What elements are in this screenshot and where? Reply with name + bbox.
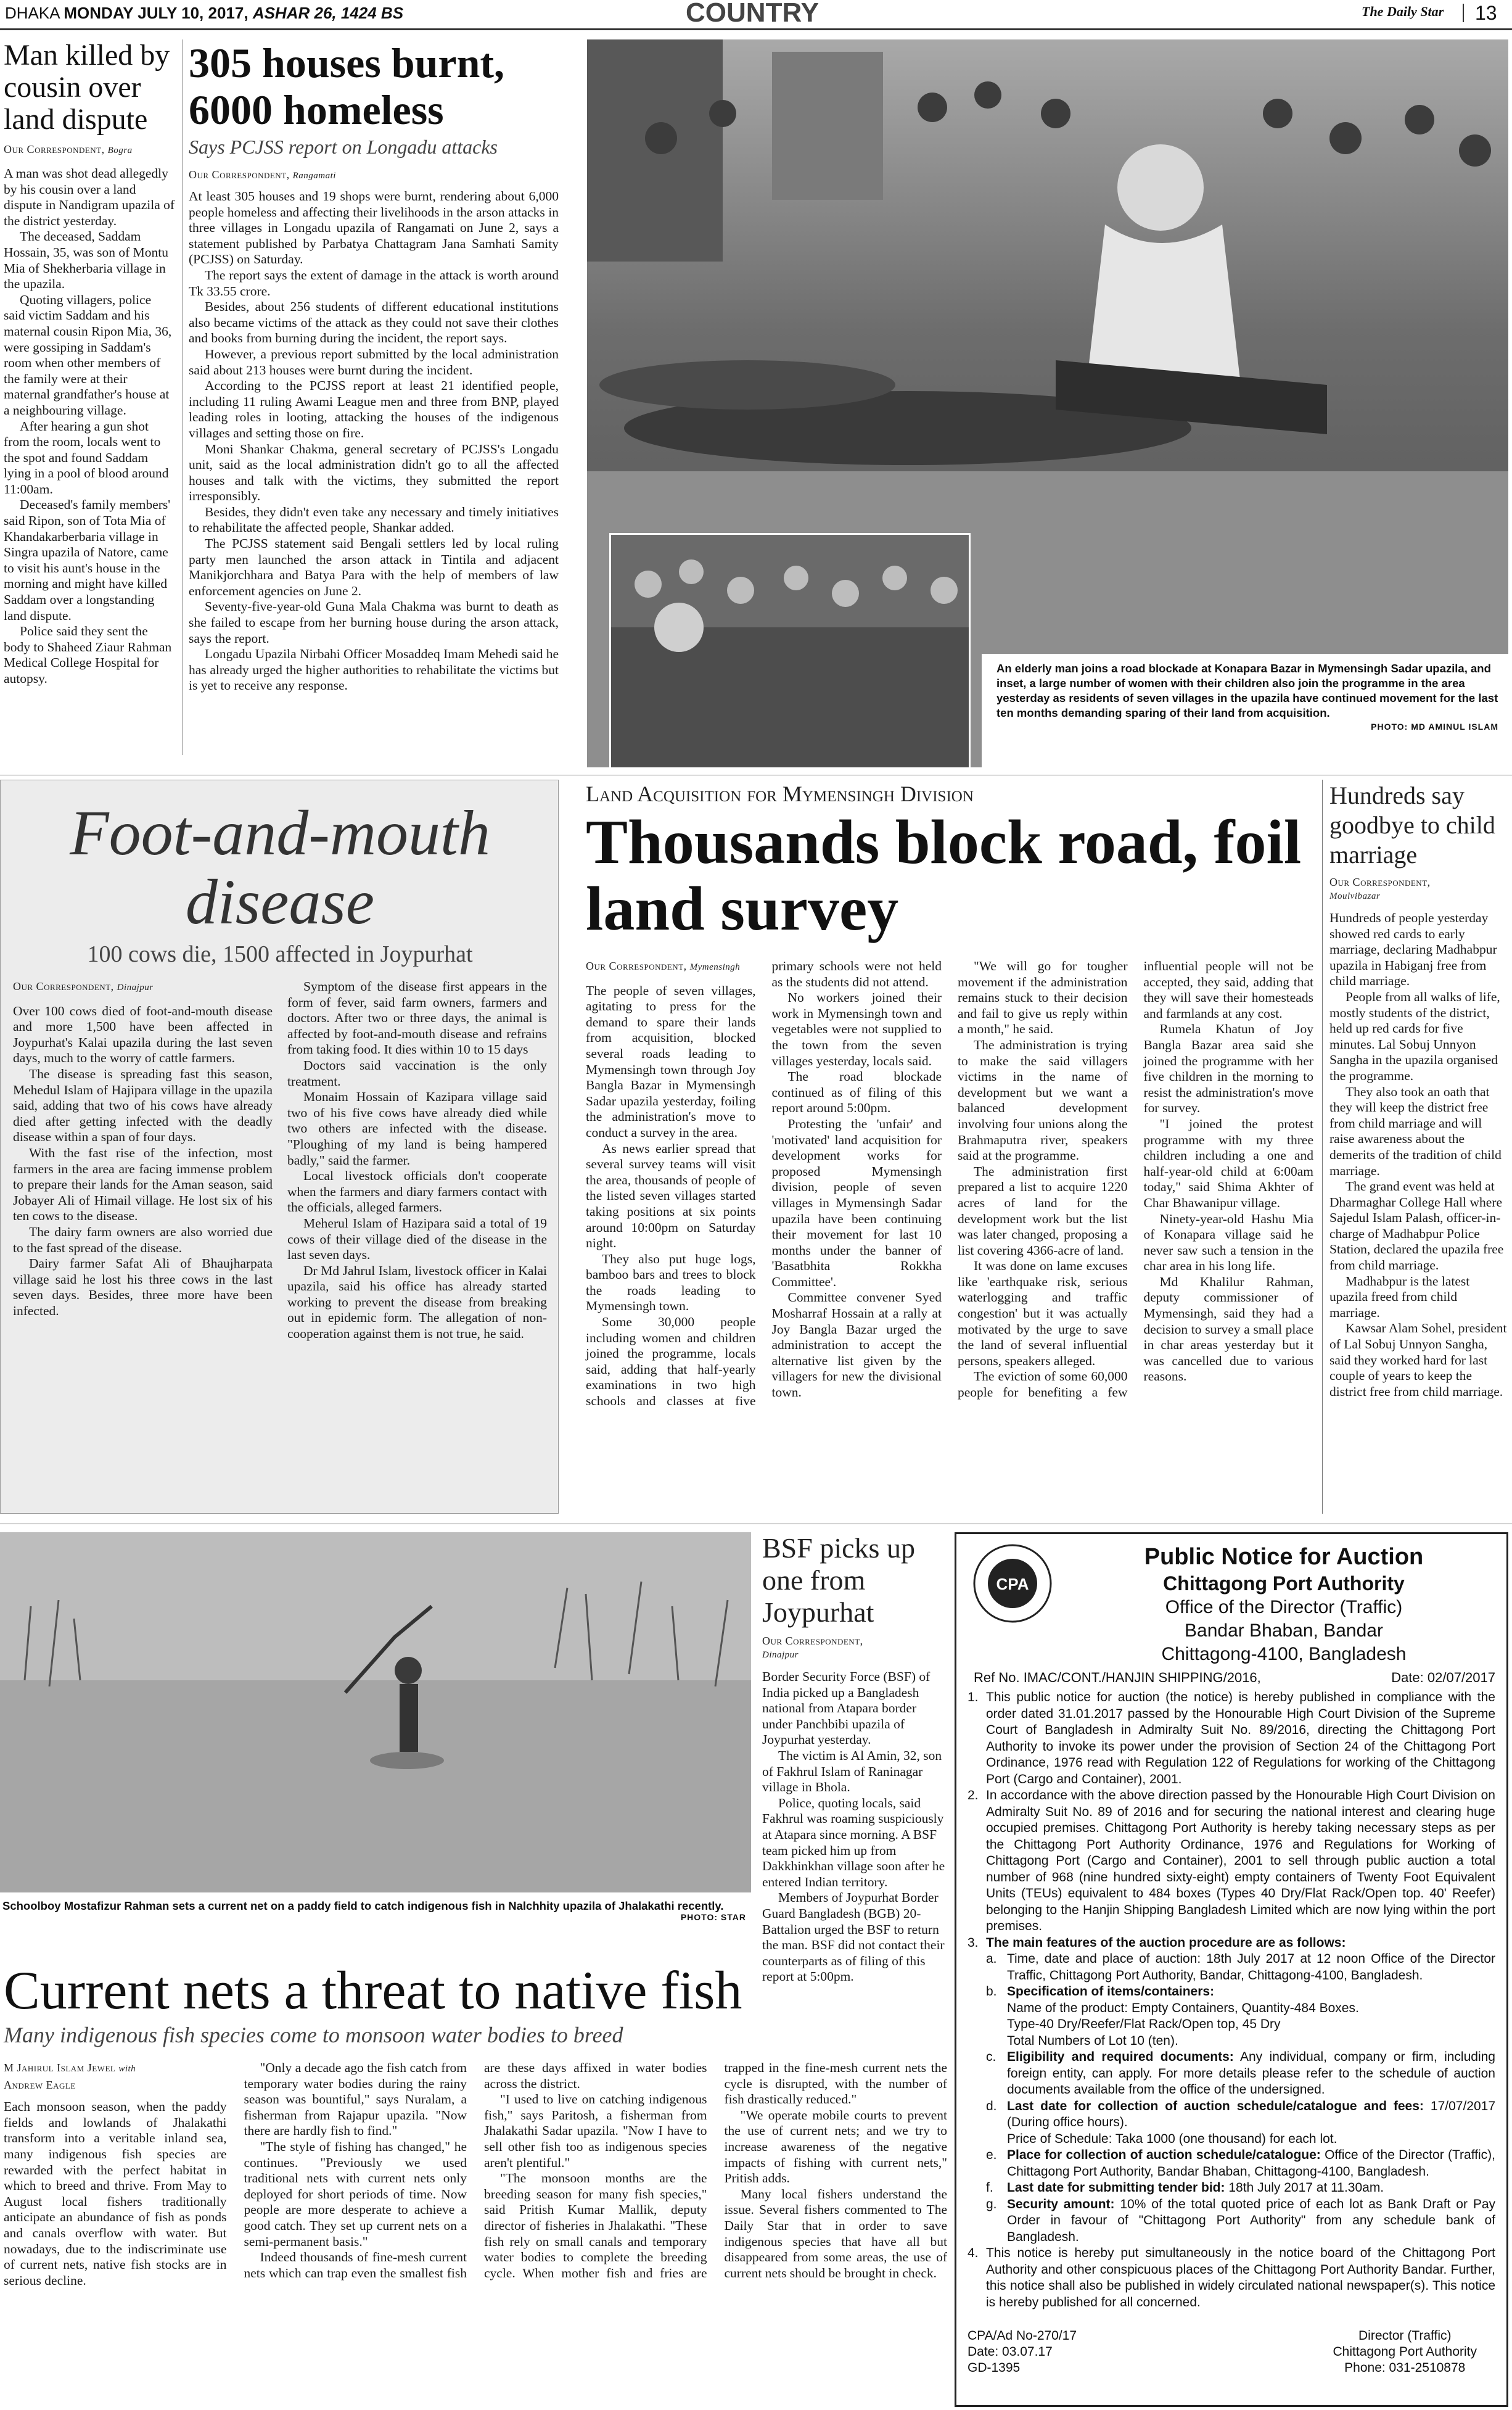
paragraph: People from all walks of life, mostly students of the district, held up red cards for five minutes. Lal Sobuj Unnyon Sangha in the upazila organised the programme. bbox=[1329, 989, 1500, 1083]
paragraph: Many local fishers understand the issue. Several fishers commented to The Daily Star that in order to save indigenous species that have all but disappeared from some areas, the use of current nets should be brought in check. bbox=[724, 2186, 947, 2280]
paragraph: Dairy farmer Safat Ali of Bhaujharpata village said he lost his three cows in the last seven days. Besides, three more have been infected. bbox=[13, 1256, 273, 1318]
paragraph: Border Security Force (BSF) of India picked up a Bangladesh national from Atapara border under Panchbibi upazila of Joypurhat yesterday. bbox=[762, 1669, 931, 1748]
paragraph: The deceased, Saddam Hossain, 35, was son of Montu Mia of Shekherbaria village in the upazila. bbox=[4, 229, 168, 292]
blockade-kicker: Land Acquisition for Mymensingh Division bbox=[586, 782, 974, 806]
paragraph: The road blockade continued as of filing of this report around 5:00pm. bbox=[771, 1069, 942, 1116]
bsf-body bbox=[762, 1669, 947, 1985]
notice-item-3f: f. Last date for submitting tender bid: 18th July 2017 at 11.30am. bbox=[986, 2181, 1384, 2195]
notice-org: Chittagong Port Authority bbox=[1163, 1572, 1405, 1595]
dateline-day: MONDAY JULY 10, 2017, bbox=[64, 4, 249, 22]
paragraph: The administration is trying to make the said villagers victims in the name of development but we want a balanced development involving four unions along the Brahmaputra river, speakers said at the programme. bbox=[958, 1037, 1128, 1163]
fish-headline: Current nets a threat to native fish bbox=[4, 1961, 742, 2021]
paragraph: At least 305 houses and 19 shops were burnt, rendering about 6,000 people homeless and affecting their livelihoods in the arson attacks in three villages in Longadu upazila of Rangamati on June 2, says a statement published by Parbatya Chattagram Jana Samhati Samity (PCJSS) on Saturday. bbox=[189, 189, 559, 267]
paragraph: Some 30,000 people including women and children joined the programme, locals said, adding that half-yearly examinations in two high schools and classes at five primary schools were not held as the students did not attend. bbox=[586, 959, 942, 1409]
cows-byline: Our Correspondent, Dinajpur bbox=[13, 980, 154, 992]
bsf-headline: BSF picks up one from Joypurhat bbox=[762, 1532, 915, 1628]
fish-subhead: Many indigenous fish species come to monsoon water bodies to breed bbox=[4, 2023, 623, 2047]
cows-body bbox=[13, 979, 547, 1342]
paragraph: Protesting the 'unfair' and 'motivated' land acquisition for development works for proposed Mymensingh division, people of seven villages in Mymensingh Sadar upazila have been continuing their movement for last 10 months under the banner of 'Basatbhita Rokkha Committee'. bbox=[771, 1116, 942, 1289]
auction-notice bbox=[955, 1532, 1508, 2407]
masthead-rule bbox=[0, 28, 1512, 30]
paragraph: However, a previous report submitted by the local administration said about 213 houses were burnt during the incident. bbox=[189, 346, 559, 378]
murder-headline: Man killed by cousin over land dispute bbox=[4, 39, 170, 136]
paragraph: According to the PCJSS report at least 21 identified people, including 11 ruling Awami League men and three from BNP, played leading roles in looting, attacking the houses of the indigenous villages and setting those on fire. bbox=[189, 378, 559, 440]
paragraph: Longadu Upazila Nirbahi Officer Mosaddeq Imam Mehedi said he has already urged the higher authorities to rehabilitate the victims but is yet to receive any response. bbox=[189, 646, 559, 693]
murder-byline: Our Correspondent, Bogra bbox=[4, 143, 133, 155]
port-authority-logo-icon bbox=[966, 1543, 1059, 1624]
child-marriage-byline: Our Correspondent, Moulvibazar bbox=[1329, 876, 1431, 901]
notice-item-3d: d. Last date for collection of auction schedule/catalogue and fees: 17/07/2017 (During office hours). Price of Schedule: Taka 1000 (one thousand) for each lot. bbox=[986, 2098, 1495, 2146]
page-number-divider bbox=[1463, 4, 1464, 22]
paragraph: The PCJSS statement said Bengali settlers led by local ruling party men launched the arson attack in Tintila and adjacent Manikjorchhara and Batya Para with the help of members of law enforcement agencies on June 2. bbox=[189, 536, 559, 598]
blockade-caption-box bbox=[982, 654, 1508, 767]
notice-item-3a: a. Time, date and place of auction: 18th July 2017 at 12 noon Office of the Director Traffic, Chittagong Port Authority, Bandar, Chittagong-4100, Bangladesh. bbox=[986, 1952, 1495, 1983]
svg-text:CPA: CPA bbox=[996, 1575, 1029, 1593]
dateline-bangla: ASHAR 26, 1424 BS bbox=[252, 4, 404, 22]
column-rule bbox=[1322, 780, 1323, 1514]
paragraph: The administration first prepared a list to acquire 1220 acres of land for the development work but the list was later changed, proposing a list covering 4366-acre of land. bbox=[958, 1163, 1128, 1258]
blockade-byline: Our Correspondent, Mymensingh bbox=[586, 960, 741, 972]
paragraph: The people of seven villages, agitating to press for the demand to spare their lands from acquisition, blocked several roads leading to Mymensingh town through Joy Bangla Bazar in Mymensingh Sadar upazila yesterday, foiling the administration's move to conduct a survey in the area. bbox=[586, 983, 756, 1140]
notice-footer-right: Director (Traffic) Chittagong Port Authority Phone: 031-2510878 bbox=[1333, 2329, 1477, 2375]
paragraph: A man was shot dead allegedly by his cousin over a land dispute in Nandigram upazila of the district yesterday. bbox=[4, 166, 175, 228]
paragraph: Deceased's family members' said Ripon, son of Tota Mia of Khandakarberbaria village in Singra upazila of Natore, came to visit his aunt's house in the morning and might have killed Saddam over a longstanding land dispute. bbox=[4, 497, 171, 623]
paragraph: "Only a decade ago the fish catch from temporary water bodies during the rainy season was bountiful," says Nuralam, a fisherman from Rajapur upazila. "Now there are hardly fish to find." bbox=[244, 2060, 467, 2139]
paragraph: Quoting villagers, police said victim Saddam and his maternal cousin Ripon Mia, 36, were gossiping in Saddam's room when other members of the family were at their maternal grandfather's house at a neighbouring village. bbox=[4, 292, 172, 418]
notice-item-3b: b. Specification of items/containers: Name of the product: Empty Containers, Quantity-484 Boxes. Type-40 Dry/Reefer/Flat Rack/Open top, 45 Dry Total Numbers of Lot 10 (ten). bbox=[986, 1984, 1359, 2048]
notice-item-3c: c. Eligibility and required documents: Any individual, company or firm, including foreign entity, can apply. For more details please refer to the schedule of auction documents available from the office of the undersigned. bbox=[986, 2050, 1495, 2097]
fish-photo bbox=[0, 1532, 751, 1952]
paragraph: With the fast rise of the infection, most farmers in the area are facing immense problem to prepare their lands for the Aman season, said Jobayer Ali of Himail village. He lost six of his ten cows to the disease. bbox=[13, 1145, 273, 1224]
inset-photo bbox=[609, 533, 971, 767]
paragraph: Police said they sent the body to Shaheed Ziaur Rahman Medical College Hospital for autopsy. bbox=[4, 624, 172, 686]
paragraph: Over 100 cows died of foot-and-mouth disease and more 1,500 have been affected in Joypurhat's Kalai upazila during the last seven days, much to the worry of cattle farmers. bbox=[13, 1003, 273, 1066]
paragraph: The victim is Al Amin, 32, son of Fakhrul Islam of Raninagar village in Bhola. bbox=[762, 1748, 942, 1795]
paragraph: Hundreds of people yesterday showed red cards to early marriage, declaring Madhabpur upazila in Habiganj free from child marriage. bbox=[1329, 910, 1497, 989]
blockade-headline: Thousands block road, foil land survey bbox=[586, 807, 1302, 944]
section-title: COUNTRY bbox=[686, 0, 819, 28]
paragraph: They also took an oath that they will keep the district free from child marriage and will raise awareness about the demerits of the tradition of child marriage. bbox=[1329, 1084, 1502, 1178]
paragraph: It was done on lame excuses like 'earthquake risk, serious waterlogging and traffic congestion' but it was actually motivated by the urge to save the land of several influential persons, speakers alleged. bbox=[958, 1258, 1128, 1368]
paragraph: The dairy farm owners are also worried due to the fast spread of the disease. bbox=[13, 1224, 273, 1255]
paragraph: "I used to live on catching indigenous fish," says Paritosh, a fisherman from Jhalakathi Sadar upazila. "Now I have to sell other fish too as indigenous species aren't plentiful." bbox=[484, 2092, 707, 2170]
houses-byline: Our Correspondent, Rangamati bbox=[189, 168, 336, 181]
paper-name: The Daily Star bbox=[1362, 4, 1444, 19]
paragraph: The grand event was held at Dharmaghar College Hall where Sajedul Islam Palash, officer-in-charge of Madhabpur Police Station, declared the upazila free from child marriage. bbox=[1329, 1179, 1504, 1273]
paragraph: "The monsoon months are the breeding season for many fish species," said Pritish Kumar Mallik, deputy director of fisheries in Jhalakathi. "These fish rely on small canals and temporary water bodies to complete the breeding cycle. When mother fish and fries are trapped in the fine-mesh current nets the cycle is disrupted, with the number of fish drastically reduced." bbox=[484, 2060, 947, 2280]
notice-item-4: 4. This notice is hereby put simultaneously in the notice board of the Chittagong Port Authority and other conspicuous places of the Chittagong Port Authority Bandar. Further, this notice shall also be published in widely circulated national newspaper(s). This notice is hereby published for all concerned. bbox=[968, 2246, 1495, 2309]
notice-body bbox=[968, 1690, 1495, 2311]
cows-subhead: 100 cows die, 1500 affected in Joypurhat bbox=[87, 941, 473, 967]
paragraph: After hearing a gun shot from the room, locals went to the spot and found Saddam lying in a pool of blood around 11:00am. bbox=[4, 418, 169, 497]
cows-headline-line2: disease bbox=[185, 867, 375, 938]
paragraph: Police, quoting locals, said Fakhrul was roaming suspiciously at Atapara since morning. A BSF team picked him up from Dakkhinkhan village soon after he entered Indian territory. bbox=[762, 1795, 945, 1889]
notice-date: Date: 02/07/2017 bbox=[1391, 1670, 1495, 1685]
paragraph: Monaim Hossain of Kazipara village said two of his five cows have already died while two others are infected with the disease. "Ploughing of my land is being hampered badly," said the farmer. bbox=[287, 1089, 547, 1168]
fish-body bbox=[4, 2060, 947, 2288]
paragraph: Md Khalilur Rahman, deputy commissioner of Mymensingh, said they had a decision to survey a small place in char areas yesterday but it was cancelled due to various reasons. bbox=[1143, 1274, 1313, 1384]
paragraph: Moni Shankar Chakma, general secretary of PCJSS's Longadu unit, said as the local administration didn't go to all the affected houses and talk with the victims, they submitted the report irresponsibly. bbox=[189, 441, 559, 504]
houses-body bbox=[189, 189, 559, 694]
paragraph: Madhabpur is the latest upazila freed from child marriage. bbox=[1329, 1273, 1470, 1320]
paragraph: Doctors said vaccination is the only treatment. bbox=[287, 1057, 547, 1089]
story-blockade bbox=[586, 781, 1313, 1409]
notice-ref: Ref No. IMAC/CONT./HANJIN SHIPPING/2016, bbox=[974, 1670, 1261, 1685]
paragraph: They also put huge logs, bamboo bars and trees to block the roads leading to Mymensingh town. bbox=[586, 1251, 756, 1314]
fish-caption: Schoolboy Mostafizur Rahman sets a current net on a paddy field to catch indigenous fish in Nalchhity upazila of Jhalakathi recently. bbox=[2, 1899, 724, 1912]
blockade-credit: PHOTO: MD AMINUL ISLAM bbox=[1371, 722, 1498, 732]
paragraph: As news earlier spread that several survey teams will visit the area, thousands of people of the listed seven villages started taking positions at six points around 10:00pm on Saturday night. bbox=[586, 1141, 756, 1251]
story-houses bbox=[189, 39, 559, 694]
paragraph: "The style of fishing has changed," he continues. "Previously we used traditional nets with current nets only deployed for short periods of time. Now people are more desperate to achieve a good catch. They set up current nets on a semi-permanent basis." bbox=[244, 2139, 467, 2249]
paragraph: Symptom of the disease first appears in the form of fever, said farm owners, farmers and doctors. After two or three days, the animal is affected by foot-and-mouth disease and refrains from taking food. It dies within 10 to 15 days bbox=[287, 979, 547, 1057]
notice-item-2: 2. In accordance with the above direction passed by the Honourable High Court Division on Admiralty Suit No. 89 of 2016 and for securing the national interest and clearing huge occupied premises. Chittagong Port Authority is hereby taking necessary steps as per the Chittagong Port Authority Ordinance, 1976 and Regulations for Working of Chittagong Port (Cargo and Container), 2001 to sell through public auction a total number of 968 (nine hundred sixty-eight) empty containers of Twenty Foot Equivalent Units (TEUs) equivalent to 484 boxes (Types 40 Dry/Flat Rack/Open top. 40' Reefer) belonging to the Hanjin Shipping Bangladesh Limited which are now lying within the port premises. bbox=[968, 1788, 1495, 1933]
story-cows bbox=[0, 780, 559, 1514]
notice-ref-line bbox=[968, 1670, 1495, 1686]
paragraph: Seventy-five-year-old Guna Mala Chakma was burnt to death as she failed to escape from her burning house during the arson attack, says the report. bbox=[189, 599, 559, 646]
notice-address2: Chittagong-4100, Bangladesh bbox=[1161, 1644, 1407, 1664]
notice-item-3: 3. The main features of the auction procedure are as follows: bbox=[968, 1935, 1346, 1950]
dateline-city: DHAKA bbox=[5, 4, 60, 22]
fish-caption-box bbox=[0, 1892, 751, 1952]
story-bsf bbox=[762, 1532, 947, 1985]
houses-subhead: Says PCJSS report on Longadu attacks bbox=[189, 136, 498, 158]
story-fish bbox=[4, 1962, 947, 2288]
child-marriage-headline: Hundreds say goodbye to child marriage bbox=[1329, 782, 1495, 869]
paragraph: Each monsoon season, when the paddy fields and lowlands of Jhalakathi transform into a veritable inland sea, many indigenous fish species are rewarded with the perfect habitat in which to breed and thrive. From May to August local fishers traditionally anticipate an abundance of fish as ponds and canals overflow with water. But nowadays, due to the indiscriminate use of current nets, native fish stocks are in serious decline. bbox=[4, 2099, 227, 2288]
paragraph: Dr Md Jahrul Islam, livestock officer in Kalai upazila, said his office has already started working to prevent the disease from breaking out in epidemic form. The allegation of non-cooperation against them is not true, he said. bbox=[287, 1263, 547, 1342]
paragraph: Rumela Khatun of Joy Bangla Bazar area said she joined the programme with her five children in the morning to resist the administration's move for survey. bbox=[1143, 1021, 1313, 1116]
paragraph: Ninety-year-old Hashu Mia of Konapara village said he never saw such a tension in the char area in his long life. bbox=[1143, 1211, 1313, 1274]
notice-address1: Bandar Bhaban, Bandar bbox=[1185, 1620, 1383, 1641]
blockade-body bbox=[586, 959, 1313, 1409]
bsf-byline: Our Correspondent, Dinajpur bbox=[762, 1635, 863, 1660]
story-murder bbox=[4, 39, 175, 749]
page-number: 13 bbox=[1475, 2, 1497, 24]
notice-header bbox=[1072, 1543, 1495, 1666]
paragraph: Kawsar Alam Sohel, president of Lal Sobuj Unnyon Sangha, said they worked hard for last couple of years to keep the district free from child marriage. bbox=[1329, 1321, 1507, 1399]
notice-footer-left: CPA/Ad No-270/17 Date: 03.07.17 GD-1395 bbox=[968, 2329, 1077, 2375]
paragraph: The report says the extent of damage in the attack is worth around Tk 33.55 crore. bbox=[189, 267, 559, 299]
inset-photo-image bbox=[611, 535, 969, 767]
paragraph: No workers joined their work in Mymensingh town and vegetables were not supplied to the town from the seven villages yesterday, locals said. bbox=[771, 990, 942, 1068]
houses-headline: 305 houses burnt, 6000 homeless bbox=[189, 39, 505, 133]
cows-headline bbox=[13, 799, 547, 937]
notice-title: Public Notice for Auction bbox=[1144, 1544, 1424, 1570]
paragraph: Committee convener Syed Mosharraf Hossain at a rally at Joy Bangla Bazar urged the administration to accept the alternative list given by the villagers for new the divisional town. bbox=[771, 1290, 942, 1400]
fish-credit: PHOTO: STAR bbox=[680, 1912, 746, 1922]
story-child-marriage bbox=[1329, 781, 1508, 1400]
notice-item-3g: g. Security amount: 10% of the total quoted price of each lot as Bank Draft or Pay Order in favour of "Chittagong Port Authority" from any schedule bank of Bangladesh. bbox=[986, 2197, 1496, 2244]
paragraph: The disease is spreading fast this season, Mehedul Islam of Hajipara village in the upazila said, adding that two of his cows have already died after getting infected with the deadly disease within a span of four days. bbox=[13, 1066, 273, 1145]
cows-headline-line1: Foot-and-mouth bbox=[70, 798, 490, 869]
fish-photo-image bbox=[0, 1532, 751, 1952]
paragraph: "We will go for tougher movement if the administration remains stuck to their decision and fail to give us reply within a month," he said. bbox=[958, 959, 1128, 1037]
paragraph: "We operate mobile courts to prevent the use of current nets; and we try to increase awareness of the negative impacts of fishing with current nets," Pritish adds. bbox=[724, 2107, 947, 2186]
murder-body bbox=[4, 166, 175, 687]
blockade-caption: An elderly man joins a road blockade at Konapara Bazar in Mymensingh Sadar upazila, and inset, a large number of women with their children also join the programme in the area yesterday as residents of seven villages in the upazila have continued movement for the last ten months demanding sparing of their land from acquisition. bbox=[996, 662, 1498, 719]
paragraph: Indeed thousands of fine-mesh current nets which can trap even the smallest fish are these days affixed in water bodies across the district. bbox=[244, 2060, 707, 2280]
notice-item-1: 1. This public notice for auction (the notice) is hereby published in compliance with the order dated 31.01.2017 passed by the Honourable High Court Division of the Supreme Court of Bangladesh in Admiralty Suit No. 89/2016, directing the Chittagong Port Authority to invoke its power under the provision of Section 24 of the Chittagong Port Ordinance, 1976 read with Regulation 122 of Regulations for working of the Chittagong Port (Cargo and Container), 2001. bbox=[968, 1690, 1495, 1786]
paragraph: Besides, they didn't even take any necessary and timely initiatives to rehabilitate the affected people, Shankar added. bbox=[189, 504, 559, 535]
port-authority-logo bbox=[966, 1543, 1059, 1624]
paragraph: Local livestock officials don't cooperate when the farmers and diary farmers contact with the officials, alleged farmers. bbox=[287, 1168, 547, 1215]
notice-item-3e: e. Place for collection of auction schedule/catalogue: Office of the Director (Traffic), Chittagong Port Authority, Bandar Bhaban, Chittagong-4100, Bangladesh. bbox=[986, 2148, 1495, 2179]
dateline bbox=[5, 0, 403, 26]
paragraph: Members of Joypurhat Border Guard Bangladesh (BGB) 20- Battalion urged the BSF to return the man. BSF did not contact their counterparts as of filing of this report at 5:00pm. bbox=[762, 1890, 945, 1984]
notice-office: Office of the Director (Traffic) bbox=[1165, 1597, 1403, 1617]
paragraph: Besides, about 256 students of different educational institutions also became victims of the attack as they could not save their clothes and books from burning during the incident, the report says. bbox=[189, 299, 559, 346]
notice-footer bbox=[968, 2328, 1495, 2376]
blockade-photo bbox=[587, 39, 1508, 767]
paragraph: Meherul Islam of Hazipara said a total of 19 cows of their village died of the disease in the last seven days. bbox=[287, 1215, 547, 1263]
paragraph: The eviction of some 60,000 people for benefiting a few influential people will not be accepted, they said, adding that they will save their homesteads and farmlands at any cost. bbox=[958, 959, 1313, 1400]
fish-byline: M Jahirul Islam Jewel with Andrew Eagle bbox=[4, 2061, 136, 2091]
child-marriage-body bbox=[1329, 910, 1508, 1400]
paragraph: "I joined the protest programme with my three children including a one and half-year-old child at 6:00am today," said Shima Akhter of Char Bhawanipur village. bbox=[1143, 1116, 1313, 1210]
